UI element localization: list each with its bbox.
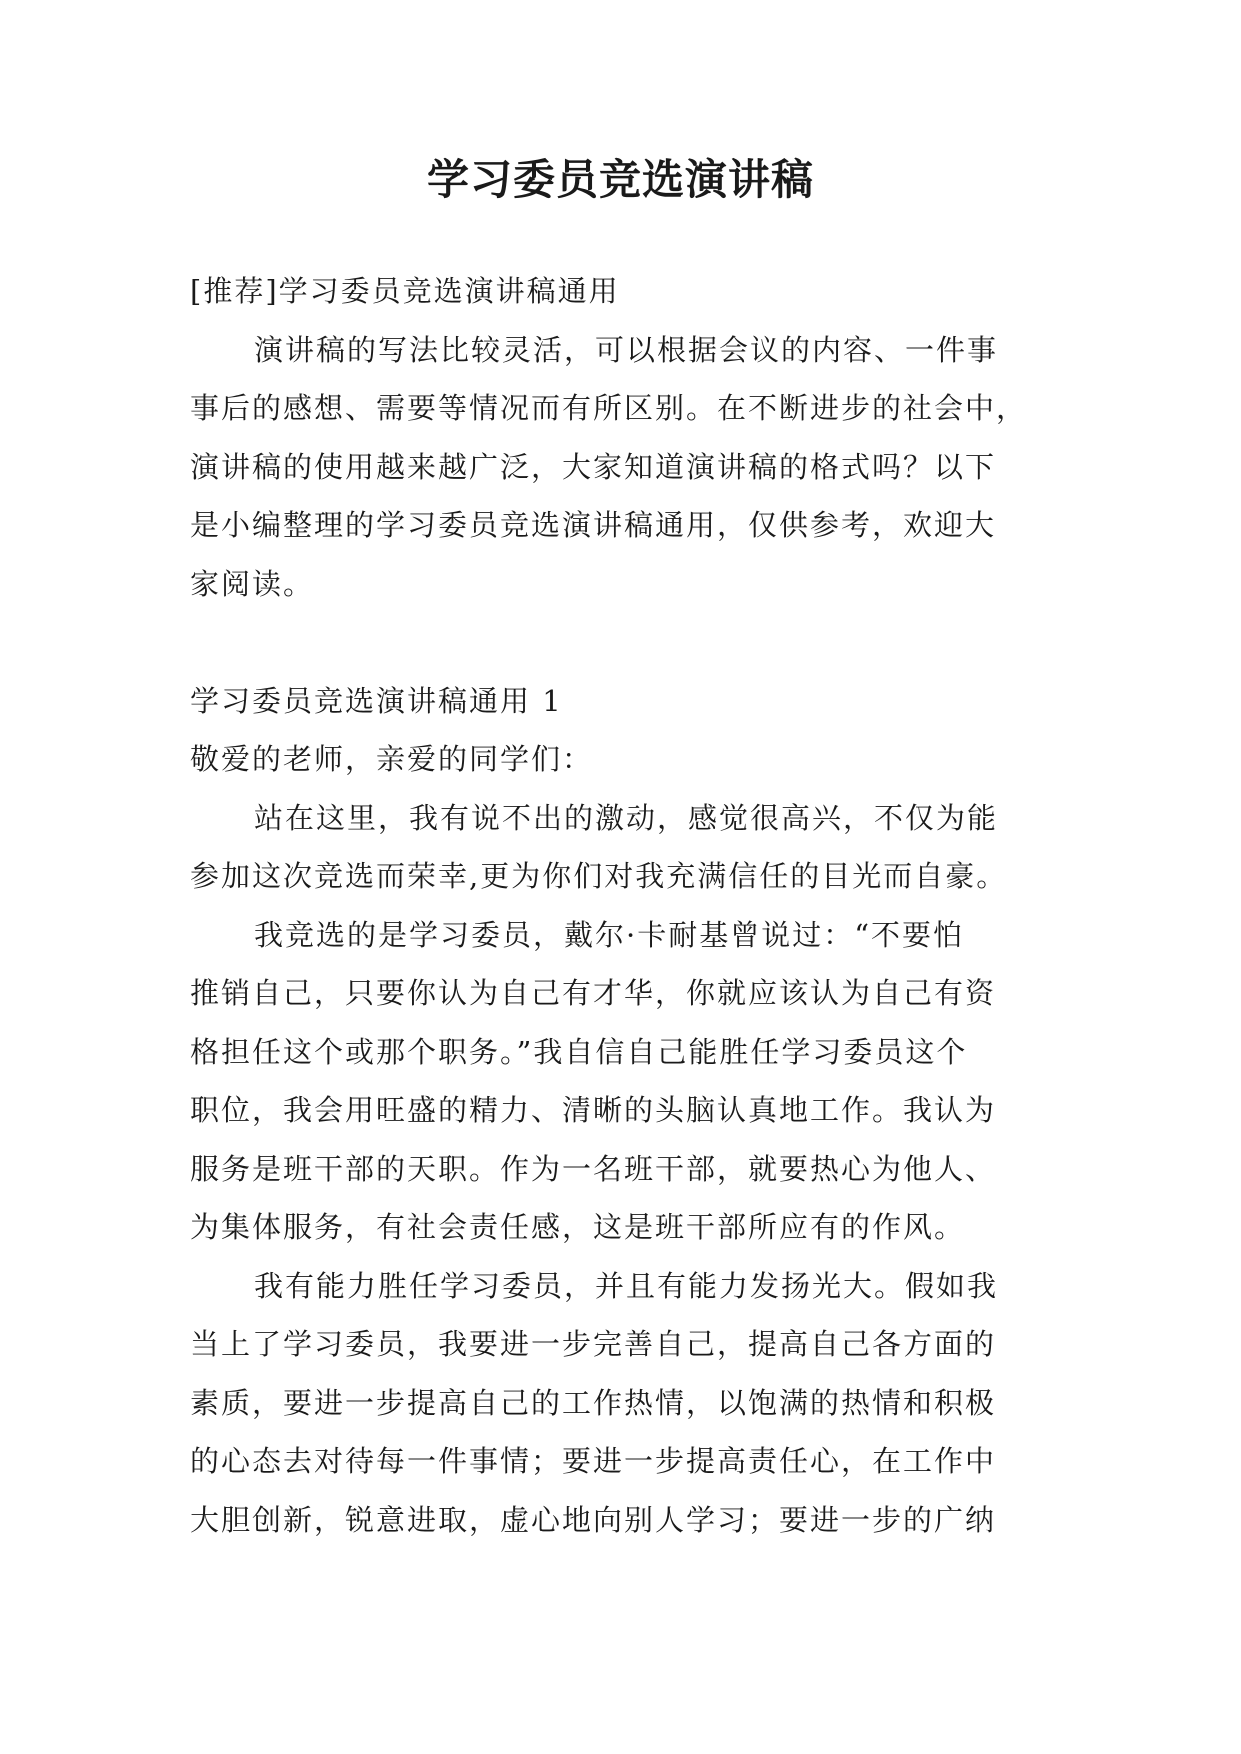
- section-heading: 学习委员竞选演讲稿通用 1: [190, 683, 563, 718]
- paragraph-line: 我有能力胜任学习委员，并且有能力发扬光大。假如我: [254, 1268, 999, 1303]
- paragraph-gap: [190, 613, 1052, 672]
- paragraph-line: 当上了学习委员，我要进一步完善自己，提高自己各方面的: [190, 1327, 997, 1361]
- paragraph-line: 大胆创新，锐意进取，虚心地向别人学习；要进一步的广纳: [190, 1502, 997, 1537]
- document-subtitle: [推荐]学习委员竞选演讲稿通用: [190, 274, 620, 308]
- paragraph-line: 的心态去对待每一件事情；要进一步提高责任心，在工作中: [190, 1444, 997, 1478]
- paragraph-line: 素质，要进一步提高自己的工作热情，以饱满的热情和积极: [190, 1385, 997, 1420]
- intro-line: 是小编整理的学习委员竞选演讲稿通用，仅供参考，欢迎大: [190, 508, 997, 542]
- paragraph-line: 我竞选的是学习委员，戴尔·卡耐基曾说过：“不要怕: [254, 917, 965, 952]
- intro-line: 演讲稿的写法比较灵活，可以根据会议的内容、一件事: [254, 332, 999, 367]
- salutation: 敬爱的老师，亲爱的同学们：: [190, 742, 594, 776]
- paragraph-line: 格担任这个或那个职务。”我自信自己能胜任学习委员这个: [190, 1034, 968, 1069]
- intro-line: 事后的感想、需要等情况而有所区别。在不断进步的社会中，: [190, 391, 1028, 425]
- paragraph-line: 职位，我会用旺盛的精力、清晰的头脑认真地工作。我认为: [190, 1093, 997, 1127]
- paragraph-line: 参加这次竞选而荣幸,更为你们对我充满信任的目光而自豪。: [190, 859, 1008, 893]
- intro-line: 家阅读。: [190, 566, 315, 601]
- paragraph-line: 站在这里，我有说不出的激动，感觉很高兴，不仅为能: [254, 800, 999, 835]
- document-title: 学习委员竞选演讲稿: [426, 155, 814, 204]
- paragraph-line: 服务是班干部的天职。作为一名班干部，就要热心为他人、: [190, 1151, 997, 1186]
- paragraph-line: 推销自己，只要你认为自己有才华，你就应该认为自己有资: [190, 976, 997, 1010]
- document-body: [190, 262, 1052, 1549]
- paragraph-line: 为集体服务，有社会责任感，这是班干部所应有的作风。: [190, 1210, 966, 1244]
- intro-line: 演讲稿的使用越来越广泛，大家知道演讲稿的格式吗？以下: [190, 449, 997, 484]
